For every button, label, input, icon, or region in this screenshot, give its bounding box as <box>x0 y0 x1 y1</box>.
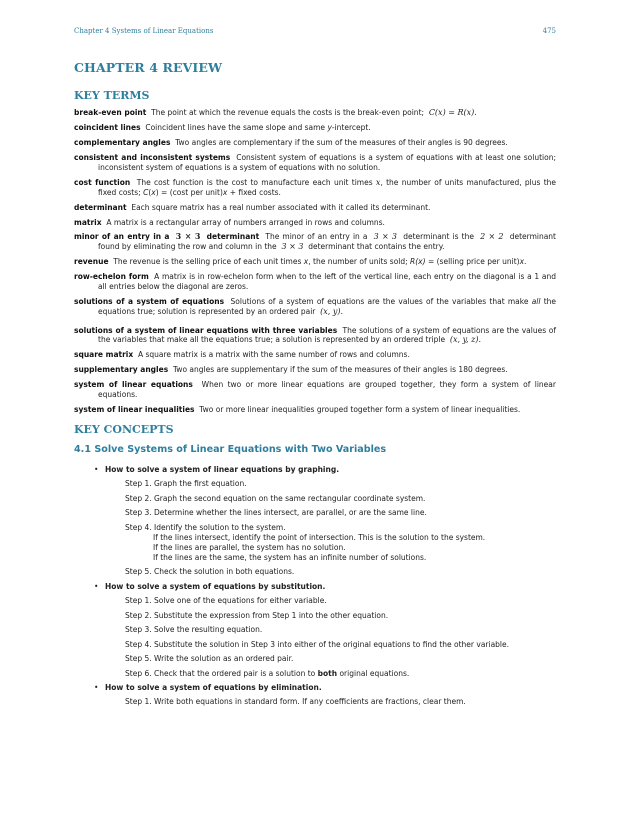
term-definition: Two angles are supplementary if the sum of the measures of their angles is 180 degrees. <box>172 365 508 375</box>
term-definition: Solutions of a system of equations are the values of the variables that make <box>230 297 529 307</box>
step: Step 3. Determine whether the lines intersect, are parallel, or are the same line. <box>125 508 427 518</box>
term-minor-of-entry <box>74 232 556 252</box>
term-name: solutions of a system of equations <box>74 297 225 307</box>
term-definition: A matrix is in row-echelon form when to the left of the vertical line, each entry on the diagonal is a 1 and all entries below the diagonal are zeros. <box>98 272 556 292</box>
term-name: coincident lines <box>74 122 141 132</box>
term-italic: C <box>143 187 149 197</box>
term-name: break-even point <box>74 108 147 117</box>
term-definition: determinant is the <box>403 232 474 242</box>
term-italic: R(x) <box>410 257 426 267</box>
term-definition: Two or more linear inequalities grouped together form a system of linear inequalities. <box>199 405 521 415</box>
section-heading: 4.1 Solve Systems of Linear Equations with Two Variables <box>74 443 387 455</box>
chapter-review-title: CHAPTER 4 REVIEW <box>74 60 223 75</box>
key-terms-list <box>74 108 556 415</box>
term-italic: x <box>151 187 156 197</box>
term-math: (x, y). <box>320 306 344 316</box>
term-system-linear-inequalities <box>74 405 556 415</box>
term-math: (x, y, z). <box>449 335 481 345</box>
term-name: system of linear inequalities <box>74 405 195 415</box>
term-name: minor of an entry in a <box>74 232 170 242</box>
term-math: 3 × 3 <box>281 242 304 252</box>
term-square-matrix <box>74 350 556 360</box>
key-concepts <box>74 423 556 708</box>
term-name: square matrix <box>74 350 134 360</box>
term-coincident-lines <box>74 123 556 133</box>
term-italic: y <box>327 122 332 132</box>
term-definition: determinant that contains the entry. <box>308 242 445 252</box>
procedure-substitution-title: • How to solve a system of equations by substitution. <box>94 582 556 592</box>
term-definition: The point at which the revenue equals the costs is the break-even point; <box>151 108 425 117</box>
term-definition: determinant found by eliminating the row and column in the <box>98 232 557 252</box>
term-definition: Each square matrix has a real number associated with it called its determinant. <box>131 202 431 212</box>
step-text-end: original equations. <box>337 668 410 678</box>
term-definition: Coincident lines have the same slope and same <box>145 122 326 132</box>
term-definition: , the number of units sold; <box>308 257 408 267</box>
term-definition: A matrix is a rectangular array of numbers arranged in rows and columns. <box>106 217 385 227</box>
term-italic: x <box>303 257 309 267</box>
term-name: revenue <box>74 257 109 267</box>
term-italic: x <box>519 257 525 267</box>
term-definition: The minor of an entry in a <box>265 232 368 242</box>
term-name: solutions of a system of linear equations with three variables <box>74 325 338 335</box>
running-header <box>74 27 556 39</box>
term-name: matrix <box>74 217 102 227</box>
term-system-linear-equations <box>74 380 556 400</box>
term-italic: all <box>531 297 541 307</box>
term-definition: The solutions of a system of equations are the values of the variables that make all the equations true; a solution is represented by an ordered triple <box>98 325 556 345</box>
step-identify-solution <box>125 523 556 563</box>
term-cost-function: cost function The cost function is the cost to manufacture each unit times x, the number of units manufactured, plus the fixed costs; C(x) = (cost per unit)x + fixed costs. <box>74 177 557 197</box>
term-row-echelon-form <box>74 272 556 292</box>
term-definition: . <box>524 257 527 267</box>
term-name-end: determinant <box>206 232 260 242</box>
term-matrix <box>74 218 556 228</box>
procedure-elimination-title: • How to solve a system of equations by elimination. <box>94 683 556 693</box>
step: Step 2. Substitute the expression from Step 1 into the other equation. <box>125 610 389 620</box>
term-name: system of linear equations <box>74 380 193 390</box>
step-subline: If the lines are the same, the system has an infinite number of solutions. <box>153 552 427 562</box>
key-concepts-heading: KEY CONCEPTS <box>74 422 174 436</box>
term-math: 3 × 3 <box>175 231 201 242</box>
term-math: C(x) = R(x). <box>428 108 477 117</box>
term-math: 2 × 2 <box>480 232 504 242</box>
step: Step 2. Graph the second equation on the same rectangular coordinate system. <box>125 493 426 503</box>
term-definition: The cost function is the cost to manufacture each unit times <box>136 177 373 187</box>
step-bold-word: both <box>317 668 338 678</box>
step-subline: If the lines are parallel, the system has no solution. <box>153 542 346 552</box>
step-subline: If the lines intersect, identify the point of intersection. This is the solution to the system. <box>153 532 486 542</box>
step: Step 1. Solve one of the equations for either variable. <box>125 595 327 605</box>
procedure-graphing-title: • How to solve a system of linear equations by graphing. <box>94 465 556 475</box>
step: Step 1. Graph the first equation. <box>125 478 247 488</box>
term-formula-end: + fixed costs. <box>227 187 281 197</box>
term-italic: x <box>222 187 228 197</box>
step: Step 5. Write the solution as an ordered pair. <box>125 654 294 664</box>
page-number: 475 <box>542 27 556 35</box>
term-definition: = (selling price per unit) <box>425 257 520 267</box>
term-determinant <box>74 203 556 213</box>
chapter-running-title: Chapter 4 Systems of Linear Equations <box>74 27 214 35</box>
term-definition: When two or more linear equations are grouped together, they form a system of linear equations. <box>98 380 556 400</box>
term-formula: ) = (cost per unit) <box>155 187 223 197</box>
term-supplementary-angles <box>74 365 556 375</box>
term-solutions-system <box>74 297 556 317</box>
term-name: supplementary angles <box>74 365 169 375</box>
term-name: complementary angles <box>74 137 171 147</box>
term-name: determinant <box>74 202 127 212</box>
term-revenue <box>74 257 556 267</box>
term-name: row-echelon form <box>74 272 149 282</box>
step: Step 1. Write both equations in standard form. If any coefficients are fractions, clear them. <box>125 697 466 707</box>
step-text: Step 6. Check that the ordered pair is a solution to <box>125 668 318 678</box>
term-math: 3 × 3 <box>373 232 398 242</box>
term-definition-end: -intercept. <box>331 122 371 132</box>
term-solutions-three-variables <box>74 326 556 346</box>
term-definition: Consistent system of equations is a system of equations with at least one solution; inconsistent system of equations is a system of equations with no solution. <box>98 152 556 172</box>
term-definition-cont: , the number of units manufactured, plus the fixed costs; <box>98 177 557 197</box>
procedure-list <box>94 465 556 708</box>
step-check-solution <box>125 669 556 679</box>
step: Step 4. Substitute the solution in Step 3 into either of the original equations to find the other variable. <box>125 639 510 649</box>
term-definition: The revenue is the selling price of each unit times <box>113 257 302 267</box>
term-definition: Two angles are complementary if the sum of the measures of their angles is 90 degrees. <box>175 137 508 147</box>
key-terms-heading: KEY TERMS <box>74 89 150 102</box>
term-definition: the equations true; solution is represented by an ordered pair <box>98 297 556 316</box>
term-name: cost function <box>74 177 131 187</box>
main-content <box>74 60 556 712</box>
term-complementary-angles <box>74 138 556 148</box>
term-math: x <box>375 177 381 187</box>
term-consistent-inconsistent <box>74 153 556 173</box>
term-definition: A square matrix is a matrix with the same number of rows and columns. <box>137 350 410 360</box>
step: Step 5. Check the solution in both equations. <box>125 567 295 577</box>
step-text: Step 4. Identify the solution to the system. <box>125 522 286 532</box>
step: Step 3. Solve the resulting equation. <box>125 625 263 635</box>
term-break-even-point <box>74 108 556 118</box>
term-name: consistent and inconsistent systems <box>74 152 231 162</box>
